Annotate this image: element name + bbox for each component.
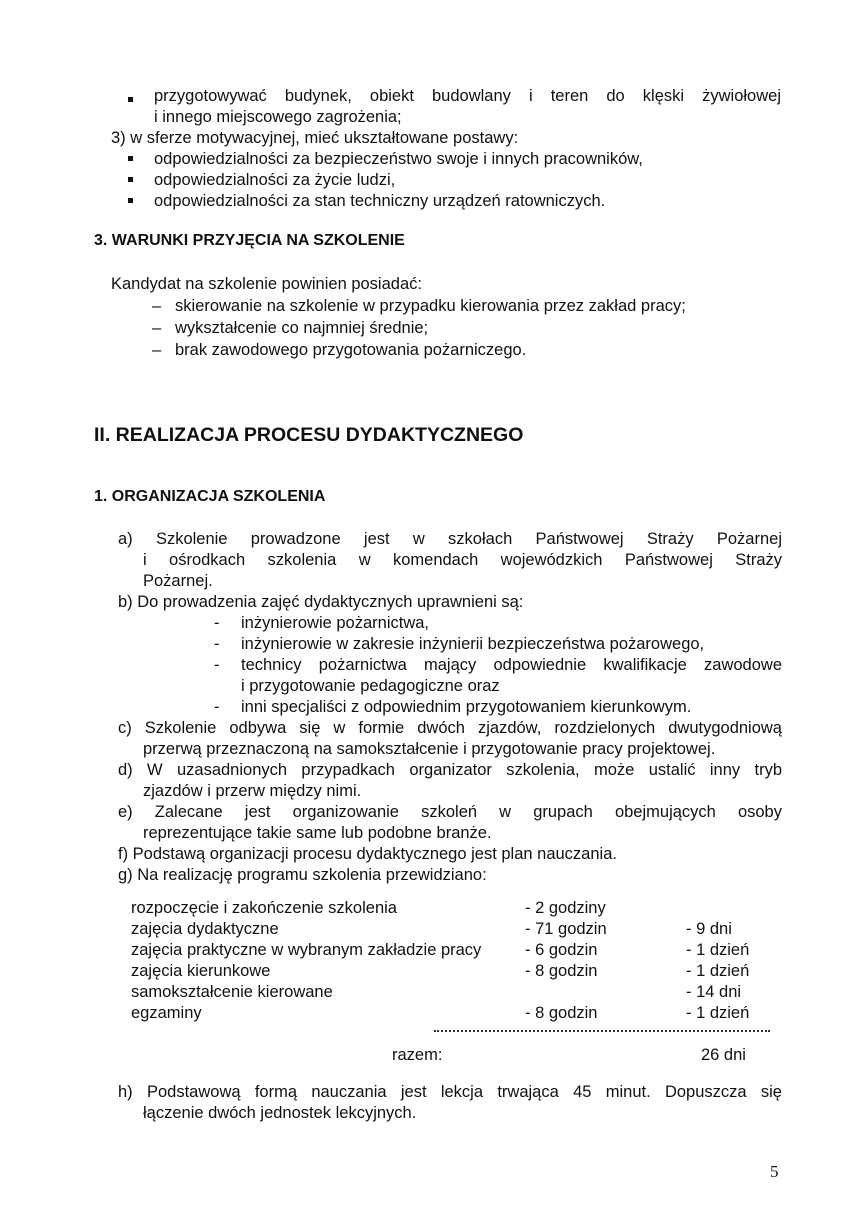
dash-marker: - <box>214 656 220 674</box>
item-h-line-1: h) Podstawową formą nauczania jest lekcja trwająca 45 minut. Dopuszcza się <box>118 1083 782 1101</box>
schedule-days: - 1 dzień <box>686 962 750 980</box>
item-d-line-1: d) W uzasadnionych przypadkach organizator szkolenia, może ustalić inny tryb <box>118 761 782 779</box>
item-e-line-1: e) Zalecane jest organizowanie szkoleń w grupach obejmujących osoby <box>118 803 782 821</box>
schedule-hours: - 6 godzin <box>525 941 598 959</box>
motivation-intro: 3) w sferze motywacyjnej, mieć ukształtowane postawy: <box>111 129 519 147</box>
item-h-line-2: łączenie dwóch jednostek lekcyjnych. <box>143 1104 417 1122</box>
dash-marker: - <box>214 614 220 632</box>
item-b-entry: inżynierowie w zakresie inżynierii bezpieczeństwa pożarowego, <box>241 635 705 653</box>
total-separator <box>434 1030 770 1032</box>
dash-marker: – <box>152 319 162 337</box>
dash-marker: - <box>214 698 220 716</box>
chapter-2-heading: II. REALIZACJA PROCESU DYDAKTYCZNEGO <box>94 424 524 446</box>
dash-marker: – <box>152 297 162 315</box>
schedule-name: zajęcia dydaktyczne <box>131 920 279 938</box>
item-b-entry: inni specjaliści z odpowiednim przygotowaniem kierunkowym. <box>241 698 692 716</box>
top-bullet-line-1: przygotowywać budynek, obiekt budowlany i teren do klęski żywiołowej <box>154 87 781 105</box>
bullet-icon <box>128 198 133 203</box>
item-a-line-2: i ośrodkach szkolenia w komendach wojewódzkich Państwowej Straży <box>143 551 782 569</box>
schedule-name: zajęcia kierunkowe <box>131 962 271 980</box>
item-f: f) Podstawą organizacji procesu dydaktycznego jest plan nauczania. <box>118 845 617 863</box>
section-3-heading: 3. WARUNKI PRZYJĘCIA NA SZKOLENIE <box>94 232 405 249</box>
top-bullet-line-2: i innego miejscowego zagrożenia; <box>154 108 402 126</box>
section-3-item: wykształcenie co najmniej średnie; <box>175 319 429 337</box>
schedule-hours: - 71 godzin <box>525 920 607 938</box>
schedule-days: - 1 dzień <box>686 1004 750 1022</box>
schedule-name: zajęcia praktyczne w wybranym zakładzie pracy <box>131 941 482 959</box>
schedule-days: - 14 dni <box>686 983 742 1001</box>
bullet-icon <box>128 156 133 161</box>
item-b-entry: inżynierowie pożarnictwa, <box>241 614 430 632</box>
item-a-line-1: a) Szkolenie prowadzone jest w szkołach Państwowej Straży Pożarnej <box>118 530 782 548</box>
dash-marker: – <box>152 341 162 359</box>
item-d-line-2: zjazdów i przerw między nimi. <box>143 782 362 800</box>
page-number: 5 <box>770 1162 779 1181</box>
total-label: razem: <box>392 1046 443 1064</box>
dash-marker: - <box>214 635 220 653</box>
motivation-item: odpowiedzialności za stan techniczny urządzeń ratowniczych. <box>154 192 606 210</box>
item-b: b) Do prowadzenia zajęć dydaktycznych uprawnieni są: <box>118 593 524 611</box>
schedule-name: rozpoczęcie i zakończenie szkolenia <box>131 899 397 917</box>
schedule-days: - 9 dni <box>686 920 732 938</box>
item-e-line-2: reprezentujące takie same lub podobne branże. <box>143 824 492 842</box>
schedule-hours: - 8 godzin <box>525 1004 598 1022</box>
schedule-name: samokształcenie kierowane <box>131 983 333 1001</box>
bullet-icon <box>128 97 133 102</box>
item-b-entry: i przygotowanie pedagogiczne oraz <box>241 677 500 695</box>
section-3-item: brak zawodowego przygotowania pożarniczego. <box>175 341 527 359</box>
motivation-item: odpowiedzialności za życie ludzi, <box>154 171 396 189</box>
item-c-line-2: przerwą przeznaczoną na samokształcenie i przygotowanie pracy projektowej. <box>143 740 716 758</box>
section-3-intro: Kandydat na szkolenie powinien posiadać: <box>111 275 422 293</box>
motivation-item: odpowiedzialności za bezpieczeństwo swoje i innych pracowników, <box>154 150 643 168</box>
item-b-entry: technicy pożarnictwa mający odpowiednie kwalifikacje zawodowe <box>241 656 782 674</box>
item-g: g) Na realizację programu szkolenia przewidziano: <box>118 866 487 884</box>
schedule-hours: - 8 godzin <box>525 962 598 980</box>
schedule-name: egzaminy <box>131 1004 202 1022</box>
total-value: 26 dni <box>701 1046 746 1064</box>
schedule-hours: - 2 godziny <box>525 899 606 917</box>
section-1-heading: 1. ORGANIZACJA SZKOLENIA <box>94 488 326 505</box>
item-c-line-1: c) Szkolenie odbywa się w formie dwóch zjazdów, rozdzielonych dwutygodniową <box>118 719 782 737</box>
bullet-icon <box>128 177 133 182</box>
item-a-line-3: Pożarnej. <box>143 572 213 590</box>
section-3-item: skierowanie na szkolenie w przypadku kierowania przez zakład pracy; <box>175 297 686 315</box>
schedule-days: - 1 dzień <box>686 941 750 959</box>
